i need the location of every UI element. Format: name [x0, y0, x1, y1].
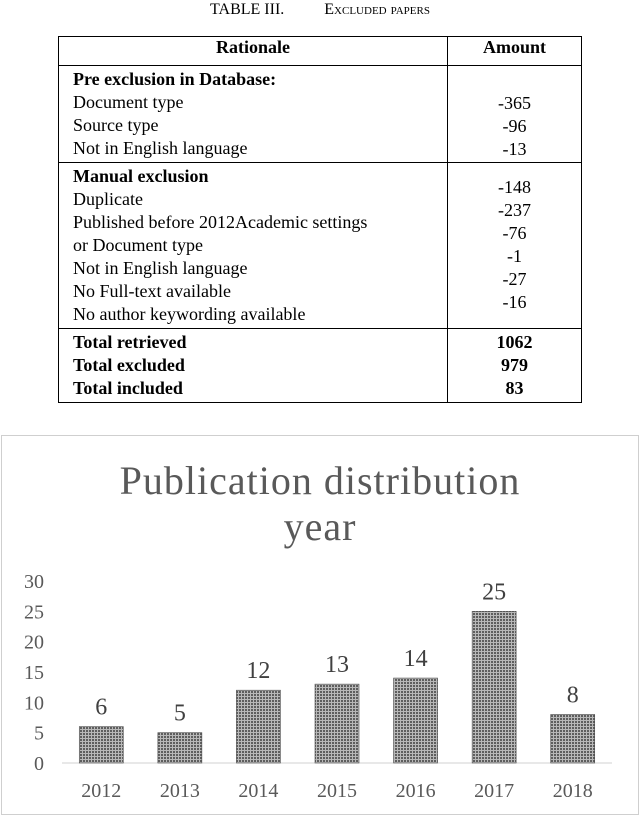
data-label: 5: [173, 700, 186, 727]
x-tick-label: 2015: [317, 780, 357, 802]
header-amount: Amount: [448, 37, 582, 66]
data-label: 12: [246, 658, 271, 685]
total-value: 979: [501, 355, 528, 375]
manual-exclusion-cell: [59, 163, 448, 329]
rationale-line: Duplicate: [73, 189, 143, 209]
totals-values: [448, 329, 582, 403]
bar-2017: [472, 611, 516, 763]
pre-exclusion-amounts: [448, 66, 582, 163]
data-label: 14: [403, 646, 428, 673]
chart-title-line-1: Publication distribution: [119, 458, 521, 503]
x-tick-label: 2016: [395, 780, 436, 802]
amount-value: -1: [507, 246, 522, 266]
amount-value: -13: [502, 139, 527, 159]
y-tick-label: 30: [24, 571, 44, 593]
rationale-line: Source type: [73, 115, 159, 135]
bar-2018: [551, 714, 595, 763]
section-title: Pre exclusion in Database:: [73, 69, 277, 89]
rationale-line: Not in English language: [73, 138, 248, 158]
bar-2016: [394, 678, 438, 763]
x-tick-label: 2018: [552, 780, 593, 802]
rationale-line: or Document type: [73, 235, 203, 255]
section-title: Manual exclusion: [73, 166, 209, 186]
table-row: [59, 66, 582, 163]
y-tick-label: 15: [24, 662, 44, 684]
data-label: 13: [325, 652, 349, 679]
x-tick-label: 2014: [238, 780, 279, 802]
amount-value: -16: [502, 292, 527, 312]
table-header-row: [59, 37, 582, 66]
rationale-line: Published before 2012Academic settings: [73, 212, 368, 232]
total-label: Total excluded: [73, 355, 185, 375]
x-tick-label: 2017: [474, 780, 515, 802]
rationale-line: Document type: [73, 92, 184, 112]
total-value: 83: [505, 378, 524, 398]
header-rationale: Rationale: [59, 37, 448, 66]
data-label: 6: [95, 694, 108, 721]
table-caption: [0, 0, 640, 20]
total-label: Total included: [73, 378, 183, 398]
excluded-papers-table: [58, 36, 582, 403]
bar-chart-svg: [2, 436, 638, 814]
bar-2015: [315, 684, 359, 763]
y-tick-label: 25: [24, 601, 44, 624]
table-row: [59, 329, 582, 403]
x-tick-label: 2012: [81, 780, 122, 802]
amount-value: -27: [502, 269, 527, 289]
pre-exclusion-cell: [59, 66, 448, 163]
data-label: 8: [566, 682, 579, 709]
rationale-line: No Full-text available: [73, 281, 231, 301]
rationale-line: Not in English language: [73, 258, 248, 278]
data-label: 25: [482, 579, 507, 606]
chart-title-line-2: year: [283, 504, 357, 549]
total-value: 1062: [496, 332, 533, 352]
amount-value: -76: [502, 223, 527, 243]
manual-exclusion-amounts: [448, 163, 582, 329]
bar-2012: [79, 727, 123, 763]
bar-2013: [158, 733, 202, 763]
amount-value: -365: [498, 93, 531, 113]
amount-value: -148: [498, 177, 531, 197]
publication-chart: [1, 435, 639, 815]
table-number: TABLE III.: [210, 1, 285, 18]
table-title: Excluded papers: [324, 1, 430, 18]
amount-value: -96: [502, 116, 527, 136]
y-tick-label: 0: [34, 753, 44, 775]
total-label: Total retrieved: [73, 332, 187, 352]
amount-value: -237: [498, 200, 531, 220]
x-tick-label: 2013: [159, 780, 200, 802]
y-tick-label: 10: [24, 692, 44, 715]
plot-area: [24, 571, 612, 802]
y-tick-label: 5: [34, 722, 44, 745]
bar-2014: [236, 690, 280, 763]
rationale-line: No author keywording available: [73, 304, 306, 324]
table-row: [59, 163, 582, 329]
totals-labels: [59, 329, 448, 403]
y-tick-label: 20: [24, 631, 44, 654]
